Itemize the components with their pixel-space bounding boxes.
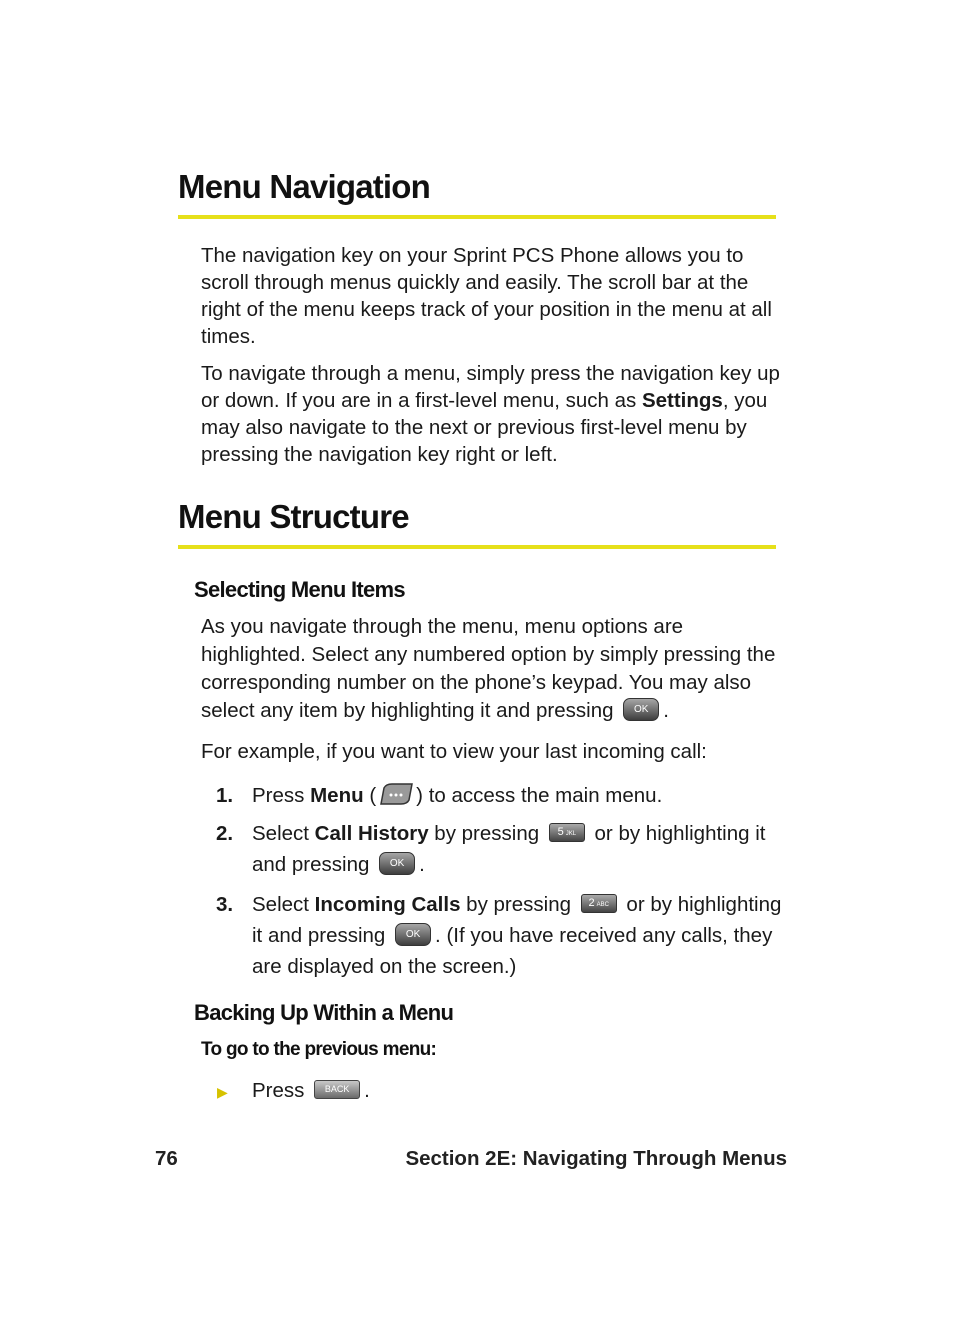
heading-menu-navigation: Menu Navigation	[178, 168, 431, 205]
subheading-selecting-menu-items: Selecting Menu Items	[194, 577, 405, 602]
heading-rule	[178, 545, 776, 549]
section-footer: Section 2E: Navigating Through Menus	[405, 1147, 787, 1170]
menu-key-icon	[378, 782, 414, 806]
heading-rule	[178, 215, 776, 219]
triangle-bullet-icon: ▶	[217, 1084, 228, 1100]
ok-key-icon: OK	[623, 698, 659, 721]
settings-term: Settings	[641, 389, 723, 412]
two-key-icon: 2 ABC	[581, 894, 617, 913]
nav-paragraph-2: To navigate through a menu, simply press the navigation key up or down. If you are in a first-level menu, such as Settings, you may also navigate to the next or previous first-level menu by pressing the navigation key right or left.	[201, 362, 780, 466]
procedure-heading: To go to the previous menu:	[201, 1039, 437, 1060]
heading-menu-structure: Menu Structure	[178, 498, 409, 535]
back-key-icon: BACK	[314, 1080, 360, 1099]
subheading-backing-up: Backing Up Within a Menu	[194, 1000, 454, 1025]
select-paragraph-2: For example, if you want to view your last incoming call:	[201, 740, 707, 763]
select-paragraph-1: As you navigate through the menu, menu options are highlighted. Select any numbered option by simply pressing the corresponding number on the phone’s keypad. You may also select any item by highlighting it and pressing OK .	[201, 615, 776, 722]
page-number: 76	[155, 1147, 178, 1170]
ok-key-icon: OK	[395, 923, 431, 946]
five-key-icon: 5 JKL	[549, 823, 585, 842]
ok-key-icon: OK	[379, 852, 415, 875]
nav-paragraph-1: The navigation key on your Sprint PCS Phone allows you to scroll through menus quickly and easily. The scroll bar at the right of the menu keeps track of your position in the menu at all times.	[201, 244, 772, 348]
